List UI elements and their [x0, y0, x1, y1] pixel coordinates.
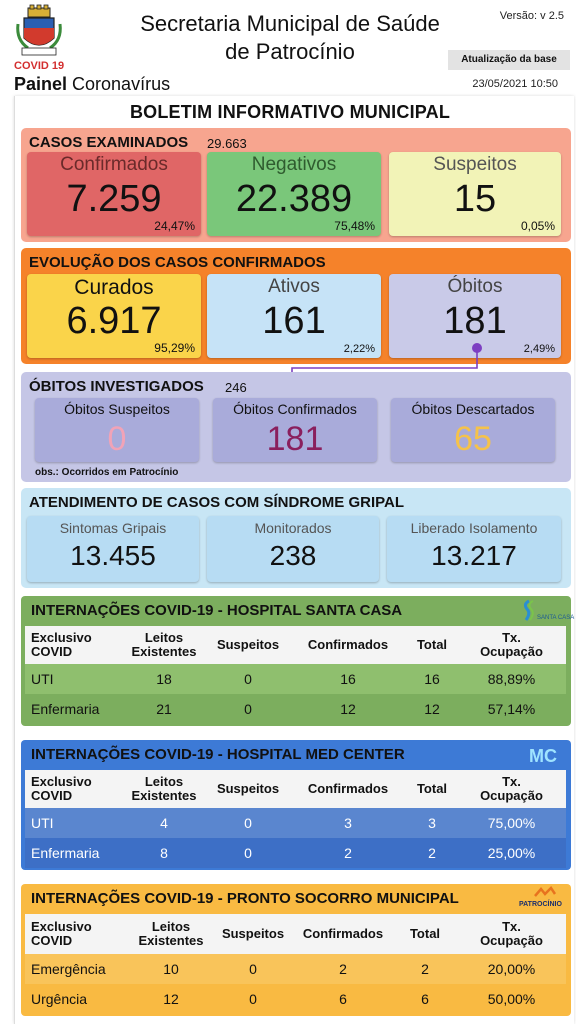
card-label: Liberado Isolamento: [410, 520, 538, 536]
santa-casa-table: [25, 626, 566, 724]
table-header-cell: Confirmados: [307, 637, 389, 652]
table-header-text: Leitos: [144, 630, 184, 645]
table-header-row: [25, 914, 566, 954]
obitos-descartados-card[interactable]: [391, 398, 555, 462]
card-label: Suspeitos: [433, 154, 517, 175]
table-header-text: Exclusivo: [31, 919, 92, 934]
table-header-text: Ocupação: [480, 788, 543, 803]
section-title: ÓBITOS INVESTIGADOS: [29, 378, 204, 395]
table-cell: Urgência: [31, 991, 88, 1007]
table-header-cell: [121, 770, 207, 808]
table-header-text: Tx.: [502, 919, 521, 934]
table-header-text: COVID: [31, 788, 73, 803]
table-cell: 4: [160, 815, 168, 831]
update-date: 23/05/2021 10:50: [472, 78, 558, 90]
card-label: Curados: [74, 276, 154, 299]
card-label: Óbitos Confirmados: [233, 401, 357, 417]
page-title-line2: de Patrocínio: [225, 39, 355, 64]
card-label: Ativos: [268, 276, 320, 297]
table-header-cell: [25, 914, 129, 954]
table-header-text: Leitos: [144, 774, 184, 789]
obitos-suspeitos-card[interactable]: [35, 398, 199, 462]
card-value: 181: [266, 420, 324, 458]
table-header-cell: Confirmados: [307, 781, 389, 796]
card-value: 13.217: [431, 540, 517, 571]
table-cell: 2: [428, 845, 436, 861]
card-percent: 2,49%: [523, 343, 555, 355]
card-value: 0: [107, 420, 127, 458]
curados-card[interactable]: [27, 274, 201, 358]
table-cell: 25,00%: [487, 845, 536, 861]
table-cell: 12: [163, 991, 179, 1007]
table-cell: 50,00%: [487, 991, 536, 1007]
suspeitos-card[interactable]: [389, 152, 561, 236]
table-cell: 0: [249, 961, 257, 977]
card-percent: 24,47%: [154, 219, 195, 233]
obitos-obs-note: obs.: Ocorridos em Patrocínio: [35, 467, 179, 478]
card-label: Óbitos: [447, 276, 503, 297]
card-value: 22.389: [235, 178, 353, 220]
card-value: 181: [443, 300, 507, 342]
table-header-text: Existentes: [131, 788, 197, 803]
table-row[interactable]: [25, 694, 566, 724]
table-row[interactable]: [25, 664, 566, 694]
card-value: 238: [269, 540, 317, 571]
atendimento-section: [21, 488, 571, 588]
table-header-text: COVID: [31, 933, 73, 948]
section-title: INTERNAÇÕES COVID-19 - HOSPITAL SANTA CASA: [31, 602, 403, 619]
table-header-cell: [129, 914, 213, 954]
table-header-cell: [121, 626, 207, 664]
table-cell: 10: [163, 961, 179, 977]
table-cell: 0: [249, 991, 257, 1007]
panel-title-bold: Painel: [14, 74, 68, 94]
table-cell: Enfermaria: [31, 845, 100, 861]
table-cell: Enfermaria: [31, 701, 100, 717]
card-label: Sintomas Gripais: [59, 520, 167, 536]
table-header-text: Existentes: [131, 644, 197, 659]
table-cell: 88,89%: [487, 671, 536, 687]
bulletin-board: [14, 96, 574, 1024]
table-header-cell: Confirmados: [302, 926, 384, 941]
logo-text: MC: [529, 746, 557, 766]
med-center-section: [21, 740, 571, 870]
table-cell: 3: [344, 815, 352, 831]
table-header-text: Existentes: [138, 933, 204, 948]
santa-casa-section: [21, 596, 575, 726]
table-cell: 2: [421, 961, 429, 977]
table-cell: 2: [344, 845, 352, 861]
table-cell: 3: [428, 815, 436, 831]
section-title: INTERNAÇÕES COVID-19 - HOSPITAL MED CENTER: [31, 746, 405, 763]
table-row[interactable]: [25, 838, 566, 868]
med-center-table: [25, 770, 566, 868]
total-examinados: 29.663: [207, 136, 247, 151]
confirmados-card[interactable]: [27, 152, 201, 236]
table-header-text: Exclusivo: [31, 774, 92, 789]
table-header-cell: Total: [409, 926, 441, 941]
med-center-logo-icon: [515, 742, 567, 768]
table-header-cell: [457, 770, 566, 808]
table-header-row: [25, 770, 566, 808]
table-header-text: COVID: [31, 644, 73, 659]
card-percent: 2,22%: [343, 343, 375, 355]
table-header-text: Tx.: [502, 630, 521, 645]
logo-text: PATROCÍNIO: [519, 901, 562, 908]
card-value: 13.455: [70, 540, 156, 571]
card-value: 7.259: [66, 178, 162, 220]
liberado-isolamento-card[interactable]: [387, 516, 561, 582]
negativos-card[interactable]: [207, 152, 381, 236]
total-investigados: 246: [225, 380, 247, 395]
table-header-cell: [457, 914, 566, 954]
table-header-text: Ocupação: [480, 644, 543, 659]
patrocinio-logo-icon: [515, 886, 567, 912]
card-percent: 75,48%: [334, 219, 375, 233]
table-header-text: Ocupação: [480, 933, 543, 948]
card-label: Negativos: [251, 154, 337, 175]
table-header-text: Exclusivo: [31, 630, 92, 645]
card-value: 161: [262, 300, 326, 342]
page-title: [100, 10, 480, 66]
section-title: CASOS EXAMINADOS: [29, 134, 189, 151]
santa-casa-logo-icon: [515, 598, 575, 624]
card-label: Óbitos Descartados: [411, 401, 535, 417]
table-cell: 12: [424, 701, 440, 717]
table-row[interactable]: [25, 808, 566, 838]
panel-title-rest: Coronavírus: [67, 74, 171, 94]
table-cell: 75,00%: [487, 815, 536, 831]
section-title: ATENDIMENTO DE CASOS COM SÍNDROME GRIPAL: [29, 494, 405, 511]
table-cell: 20,00%: [487, 961, 536, 977]
table-header-cell: [25, 626, 121, 664]
table-cell: 0: [244, 701, 252, 717]
monitorados-card[interactable]: [207, 516, 379, 582]
card-percent: 95,29%: [154, 341, 195, 355]
city-crest-icon: [14, 4, 64, 58]
card-label: Óbitos Suspeitos: [64, 401, 170, 417]
table-cell: 16: [340, 671, 356, 687]
table-header-cell: Total: [416, 637, 448, 652]
table-header-text: Tx.: [502, 774, 521, 789]
card-label: Confirmados: [60, 154, 168, 175]
table-header-text: Leitos: [151, 919, 191, 934]
header: [0, 0, 576, 96]
sintomas-gripais-card[interactable]: [27, 516, 199, 582]
table-header-row: [25, 626, 566, 664]
table-cell: 57,14%: [487, 701, 536, 717]
obitos-confirmados-card[interactable]: [213, 398, 377, 462]
casos-examinados-section: [21, 128, 571, 242]
table-header-cell: Suspeitos: [216, 637, 280, 652]
table-cell: UTI: [31, 815, 54, 831]
pronto-socorro-table: [25, 914, 566, 1014]
obitos-investigados-section: [21, 372, 571, 482]
panel-title: [14, 74, 170, 95]
update-base-button[interactable]: Atualização da base: [448, 50, 570, 70]
table-cell: 16: [424, 671, 440, 687]
table-header-cell: Suspeitos: [221, 926, 285, 941]
version-label: Versão: v 2.5: [499, 10, 564, 22]
table-header-cell: Total: [416, 781, 448, 796]
table-cell: 0: [244, 671, 252, 687]
table-row[interactable]: [25, 954, 566, 984]
table-cell: 8: [160, 845, 168, 861]
table-cell: 6: [421, 991, 429, 1007]
card-label: Monitorados: [254, 520, 332, 536]
table-cell: Emergência: [31, 961, 106, 977]
table-cell: UTI: [31, 671, 54, 687]
section-title: INTERNAÇÕES COVID-19 - PRONTO SOCORRO MUNICIPAL: [31, 890, 459, 907]
section-title: EVOLUÇÃO DOS CASOS CONFIRMADOS: [29, 254, 326, 271]
table-row[interactable]: [25, 984, 566, 1014]
table-cell: 18: [156, 671, 172, 687]
table-cell: 21: [156, 701, 172, 717]
logo-text: SANTA CASA: [537, 615, 575, 621]
table-cell: 12: [340, 701, 356, 717]
card-percent: 0,05%: [520, 219, 555, 233]
table-header-cell: [457, 626, 566, 664]
bulletin-title: BOLETIM INFORMATIVO MUNICIPAL: [129, 102, 451, 122]
page-title-line1: Secretaria Municipal de Saúde: [140, 11, 440, 36]
pronto-socorro-section: [21, 884, 571, 1016]
table-header-cell: [25, 770, 121, 808]
covid-label: COVID 19: [14, 60, 65, 72]
table-cell: 0: [244, 815, 252, 831]
table-header-cell: Suspeitos: [216, 781, 280, 796]
table-cell: 6: [339, 991, 347, 1007]
card-value: 65: [454, 420, 492, 458]
card-value: 6.917: [66, 300, 162, 342]
card-value: 15: [453, 178, 497, 220]
table-cell: 2: [339, 961, 347, 977]
table-cell: 0: [244, 845, 252, 861]
